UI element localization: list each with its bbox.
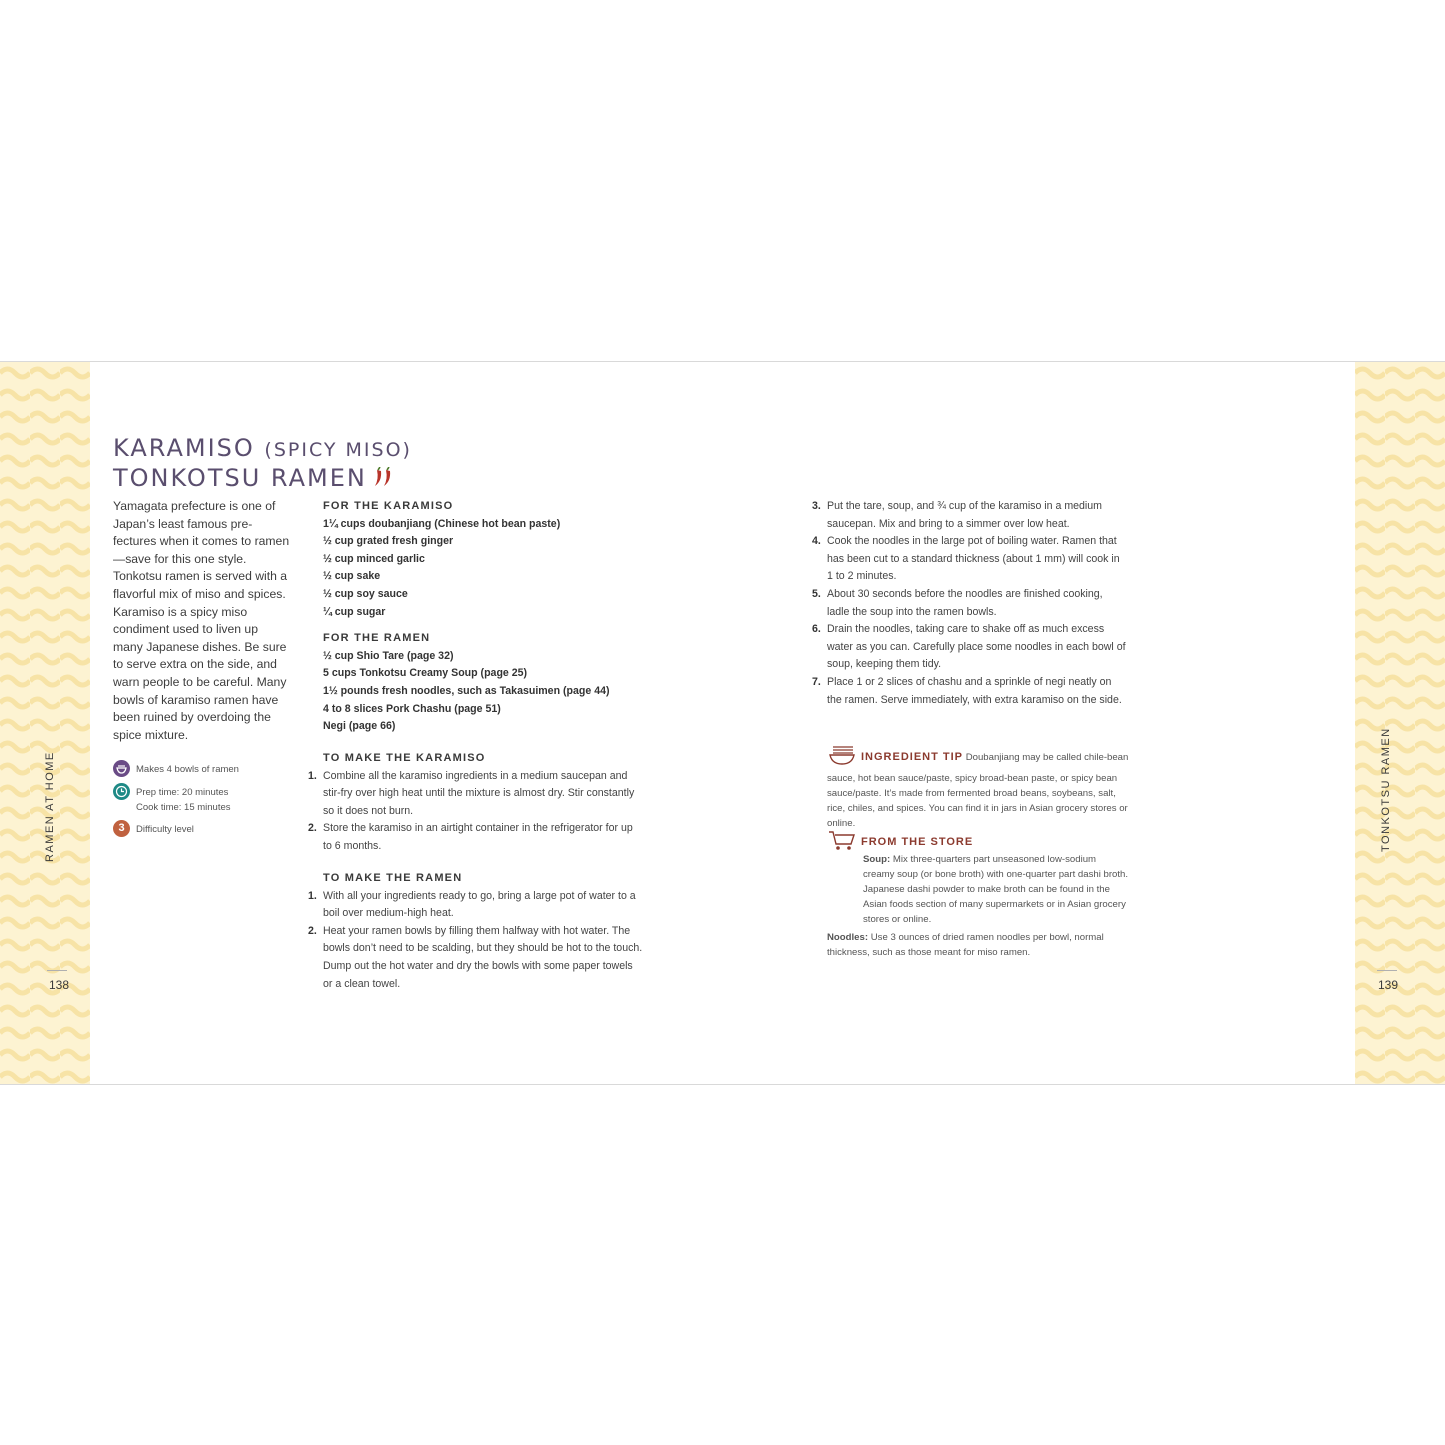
ingredient-item: ½ cup sake <box>323 570 381 583</box>
step-number: 4. <box>812 535 821 548</box>
wave-border-right <box>1355 362 1445 1084</box>
ingredient-item: ½ cup Shio Tare (page 32) <box>323 649 454 662</box>
step-item <box>308 820 643 855</box>
wave-pattern-right <box>1355 362 1445 1084</box>
wave-border-left <box>0 362 90 1084</box>
step-text: About 30 seconds before the noodles are finished cooking, ladle the soup into the ramen bowls. <box>827 587 1103 618</box>
title-line2: TONKOTSU RAMEN <box>113 464 367 492</box>
ingredient-item: 1¼ cups doubanjiang (Chinese hot bean paste) <box>323 517 561 530</box>
step-number: 7. <box>812 675 821 688</box>
book-spread <box>0 361 1445 1085</box>
step-number: 6. <box>812 623 821 636</box>
make-ramen-section <box>308 870 643 993</box>
divider <box>1377 970 1397 971</box>
shopping-cart-icon <box>827 829 857 856</box>
make-karamiso-section <box>308 750 643 856</box>
wave-pattern-left <box>0 362 90 1084</box>
step-text: Cook the noodles in the large pot of boiling water. Ramen that has been cut to a standard thickness (about 1 mm) will cook in 1 to 2 minutes. <box>827 535 1120 583</box>
ingredient-item: 4 to 8 slices Pork Chashu (page 51) <box>323 702 501 715</box>
store-heading: FROM THE STORE <box>861 836 974 849</box>
ingredient-item: 1½ pounds fresh noodles, such as Takasuimen (page 44) <box>323 684 610 697</box>
running-head-left: RAMEN AT HOME <box>44 751 56 862</box>
intro-text: Yamagata prefecture is one of Japan’s least famous pre-fectures when it comes to ramen—save for this one style. Tonkotsu ramen is served with a flavorful mix of miso and spices. Karamiso is a spicy miso condiment used to liven up many Japanese dishes. Be sure to serve extra on the side, and warn people to be careful. Many bowls of karamiso ramen have been ruined by overdoing the spice mixture. <box>113 499 290 742</box>
step-number: 1. <box>308 889 317 902</box>
bowl-icon <box>113 760 130 777</box>
ramen-steps-continued <box>812 498 1127 709</box>
prep-time: Prep time: 20 minutes <box>136 787 229 798</box>
page-number-left: 138 <box>49 978 70 992</box>
step-number: 2. <box>308 822 317 835</box>
step-text: Combine all the karamiso ingredients in a medium saucepan and stir-fry over high heat until the mixture is almost dry. Stir constantly so it does not burn. <box>323 769 635 817</box>
step-text: Heat your ramen bowls by filling them halfway with hot water. The bowls don’t need to be scalding, but they should be hot to the touch. Dump out the hot water and dry the bowls with some paper towels or a clean towel. <box>323 924 643 990</box>
tip-text: Doubanjiang may be called chile-bean sauce, hot bean sauce/paste, spicy broad-bean paste, or spicy bean sauce/paste. It’s made from fermented broad beans, soybeans, salt, rice, chiles, and spices. You can find it in jars in Asian grocery stores or online. <box>827 752 1129 829</box>
step-text: With all your ingredients ready to go, bring a large pot of water to a boil over medium-high heat. <box>323 889 636 920</box>
noodles-text: Use 3 ounces of dried ramen noodles per bowl, normal thickness, such as those meant for miso ramen. <box>827 932 1104 958</box>
ingredient-item: Negi (page 66) <box>323 720 396 733</box>
step-number: 1. <box>308 769 317 782</box>
step-item <box>812 621 1127 674</box>
step-text: Put the tare, soup, and ¾ cup of the karamiso in a medium saucepan. Mix and bring to a simmer over low heat. <box>827 500 1103 530</box>
step-text: Store the karamiso in an airtight container in the refrigerator for up to 6 months. <box>323 822 633 852</box>
step-text: Place 1 or 2 slices of chashu and a sprinkle of negi neatly on the ramen. Serve immediately, with extra karamiso on the side. <box>827 675 1122 706</box>
clock-icon <box>113 783 130 800</box>
running-head-right: TONKOTSU RAMEN <box>1380 727 1392 852</box>
page-number-right: 139 <box>1378 978 1399 992</box>
ingredient-item: ¼ cup sugar <box>323 605 386 618</box>
ingredient-item: ½ cup minced garlic <box>323 552 425 565</box>
recipe-title <box>113 434 412 493</box>
cook-time: Cook time: 15 minutes <box>136 802 231 813</box>
ingredient-item: ½ cup soy sauce <box>323 587 408 600</box>
noodles-label: Noodles: <box>827 932 869 943</box>
step-item <box>812 586 1127 621</box>
step-item <box>812 498 1127 533</box>
tip-heading: INGREDIENT TIP <box>861 751 964 764</box>
soup-text: Mix three-quarters part unseasoned low-sodium creamy soup (or bone broth) with one-quarter part dashi broth. Japanese dashi powder to make broth can be found in the Asian foods section of many supermarkets or in Asian grocery stores or online. <box>863 854 1129 925</box>
karamiso-heading: FOR THE KARAMISO <box>323 500 454 512</box>
step-text: Drain the noodles, taking care to shake off as much excess water as you can. Carefully place some noodles in each bowl of soup, keeping them tidy. <box>827 623 1126 671</box>
chili-pepper-icon <box>373 465 397 493</box>
title-sub: (SPICY MISO) <box>264 439 412 461</box>
step-number: 5. <box>812 587 821 600</box>
make-ramen-heading: TO MAKE THE RAMEN <box>323 872 463 884</box>
ingredients-column <box>323 498 643 736</box>
divider <box>47 970 67 971</box>
difficulty-label: Difficulty level <box>136 824 194 835</box>
noodle-bowl-icon <box>827 744 857 771</box>
title-main: KARAMISO <box>113 434 255 462</box>
from-the-store <box>827 829 1129 960</box>
step-number: 3. <box>812 500 821 512</box>
soup-label: Soup: <box>863 854 891 865</box>
step-item <box>308 768 643 821</box>
ramen-heading: FOR THE RAMEN <box>323 632 431 645</box>
difficulty-badge: 3 <box>113 820 130 837</box>
step-item <box>812 533 1127 586</box>
ingredient-tip <box>827 744 1129 831</box>
step-item <box>308 923 643 993</box>
step-item <box>812 674 1127 709</box>
ingredient-item: ½ cup grated fresh ginger <box>323 535 454 548</box>
make-karamiso-heading: TO MAKE THE KARAMISO <box>323 752 486 764</box>
step-number: 2. <box>308 924 317 937</box>
step-item <box>308 888 643 923</box>
serves-text: Makes 4 bowls of ramen <box>136 764 239 775</box>
ingredient-item: 5 cups Tonkotsu Creamy Soup (page 25) <box>323 667 528 680</box>
